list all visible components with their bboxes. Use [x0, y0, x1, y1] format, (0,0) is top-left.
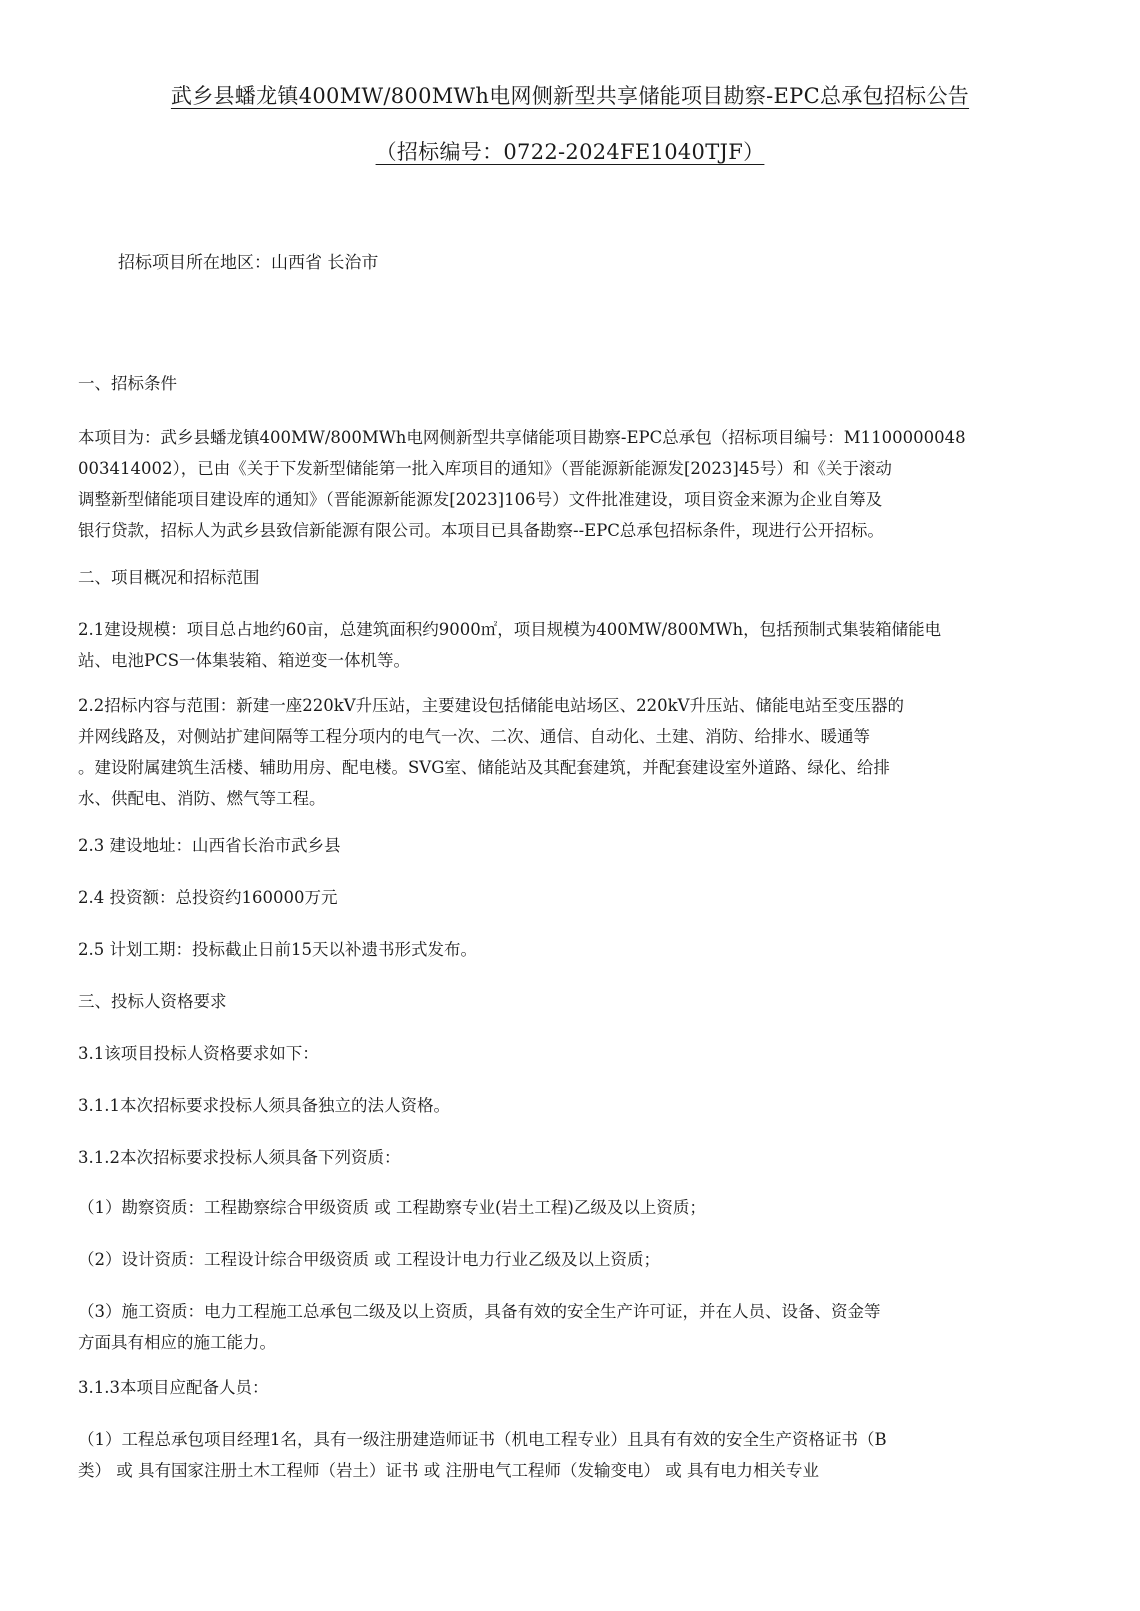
- paragraph-2-4: 2.4 投资额：总投资约160000万元: [78, 888, 338, 907]
- section-heading-1: 一、招标条件: [78, 374, 177, 393]
- qualification-item-1: （1）勘察资质：工程勘察综合甲级资质 或 工程勘察专业(岩土工程)乙级及以上资质；: [78, 1198, 706, 1217]
- paragraph-bid-conditions: 本项目为：武乡县蟠龙镇400MW/800MWh电网侧新型共享储能项目勘察-EPC总承包（招标项目编号：M1100000048 003414002），已由《关于下发新型储能第一批入库项目的通知》（晋能源新能源发[2023]45号）和《关于滚动 调整新型储能项目建设库的通知》（晋能源新能源发[2023]106号）文件批准建设，项目资金来源为企业自筹及 银行贷款，招标人为武乡县致信新能源有限公司。本项目已具备勘察--EPC总承包招标条件，现进行公开招标。: [78, 428, 966, 540]
- paragraph-3-1-2: 3.1.2本次招标要求投标人须具备下列资质：: [78, 1148, 401, 1167]
- document-title: 武乡县蟠龙镇400MW/800MWh电网侧新型共享储能项目勘察-EPC总承包招标公告: [170, 84, 970, 108]
- paragraph-3-1-1: 3.1.1本次招标要求投标人须具备独立的法人资格。: [78, 1096, 450, 1115]
- paragraph-2-1: 2.1建设规模：项目总占地约60亩，总建筑面积约9000㎡，项目规模为400MW/800MWh，包括预制式集装箱储能电 站、电池PCS一体集装箱、箱逆变一体机等。: [78, 620, 942, 670]
- paragraph-3-1-3: 3.1.3本项目应配备人员：: [78, 1378, 269, 1397]
- paragraph-2-3: 2.3 建设地址：山西省长治市武乡县: [78, 836, 341, 855]
- section-heading-2: 二、项目概况和招标范围: [78, 568, 260, 587]
- project-region: 招标项目所在地区：山西省 长治市: [118, 253, 379, 273]
- paragraph-3-1: 3.1该项目投标人资格要求如下：: [78, 1044, 319, 1063]
- qualification-item-2: （2）设计资质：工程设计综合甲级资质 或 工程设计电力行业乙级及以上资质；: [78, 1250, 660, 1269]
- personnel-item-1: （1）工程总承包项目经理1名，具有一级注册建造师证书（机电工程专业）且具有有效的安全生产资格证书（B 类） 或 具有国家注册土木工程师（岩土）证书 或 注册电气工程师（发输变电） 或 具有电力相关专业: [78, 1430, 887, 1480]
- bid-number: （招标编号：0722-2024FE1040TJF）: [375, 140, 765, 164]
- qualification-item-3: （3）施工资质：电力工程施工总承包二级及以上资质，具备有效的安全生产许可证，并在人员、设备、资金等 方面具有相应的施工能力。: [78, 1302, 881, 1352]
- section-heading-3: 三、投标人资格要求: [78, 992, 227, 1011]
- paragraph-2-2: 2.2招标内容与范围：新建一座220kV升压站，主要建设包括储能电站场区、220kV升压站、储能电站至变压器的 并网线路及，对侧站扩建间隔等工程分项内的电气一次、二次、通信、自动化、土建、消防、给排水、暖通等 。建设附属建筑生活楼、辅助用房、配电楼。SVG室、储能站及其配套建筑，并配套建设室外道路、绿化、给排 水、供配电、消防、燃气等工程。: [78, 696, 905, 808]
- paragraph-2-5: 2.5 计划工期：投标截止日前15天以补遗书形式发布。: [78, 940, 477, 959]
